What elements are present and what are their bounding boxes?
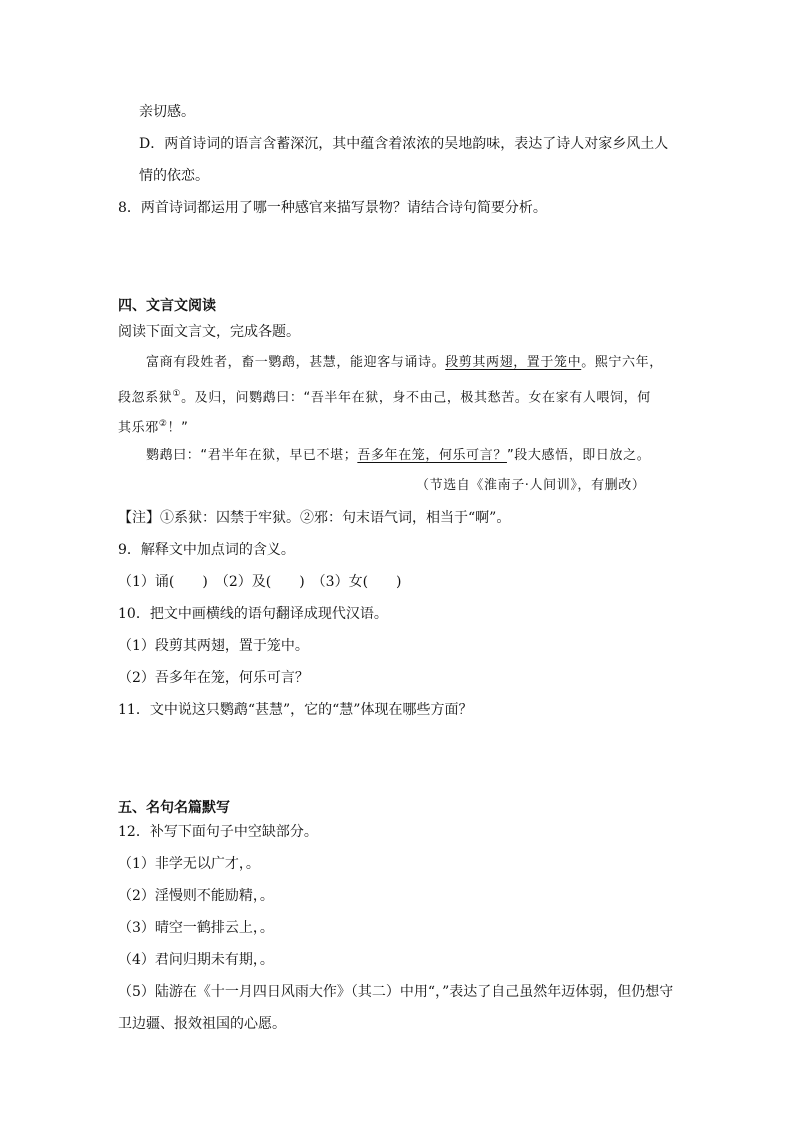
footnote-marker-1: ① — [172, 389, 182, 399]
passage-text: 。及归，问鹦鹉曰：“吾半年在狱，身不由己，极其愁苦。女在家有人喂饲，何 — [181, 390, 651, 406]
passage-text: ”段大感悟，即日放之。 — [506, 448, 651, 463]
question-12-item-1: （1）非学无以广才，。 — [118, 856, 260, 872]
underlined-sentence-2: 吾多年在笼，何乐可言？ — [357, 448, 507, 463]
question-12-item-3: （3）晴空一鹤排云上，。 — [118, 920, 274, 936]
question-12-item-5-continuation: 卫边疆、报效祖国的心愿。 — [118, 1016, 286, 1032]
question-12-item-4: （4）君问归期未有期，。 — [118, 952, 274, 968]
question-12-item-5: （5）陆游在《十一月四日风雨大作》（其二）中用“，”表达了自己虽然年迈体弱，但仍想守 — [118, 984, 674, 1000]
section-4-heading: 四、文言文阅读 — [118, 298, 216, 314]
section-4-instruction: 阅读下面文言文，完成各题。 — [118, 324, 300, 340]
passage-text: 鹦鹉曰：“君半年在狱，早已不堪； — [146, 448, 358, 463]
question-10-item-2: （2）吾多年在笼，何乐可言？ — [118, 670, 309, 686]
passage-line-1 — [146, 353, 663, 373]
passage-source: （节选自《淮南子·人间训》，有删改） — [416, 478, 646, 493]
question-12: 12．补写下面句子中空缺部分。 — [118, 824, 318, 840]
question-9-items: （1）诵( ) （2）及( ) （3）女( ) — [118, 574, 402, 590]
question-10: 10．把文中画横线的语句翻译成现代汉语。 — [118, 606, 388, 622]
question-9: 9．解释文中加点词的含义。 — [118, 542, 295, 558]
underlined-sentence-1: 段剪其两翅，置于笼中 — [445, 355, 582, 370]
option-c-continuation: 亲切感。 — [139, 104, 195, 120]
footnote-marker-2: ② — [158, 419, 168, 429]
passage-text: 富商有段姓者，畜一鹦鹉，甚慧，能迎客与诵诗。 — [146, 355, 446, 370]
annotation-note: 【注】①系狱：囚禁于牢狱。②邪：句末语气词，相当于“啊”。 — [118, 510, 511, 526]
option-d-line1: D．两首诗词的语言含蓄深沉，其中蕴含着浓浓的吴地韵味，表达了诗人对家乡风土人 — [139, 136, 669, 152]
passage-text: 其乐邪 — [118, 420, 159, 436]
option-d-line2: 情的依恋。 — [139, 168, 209, 184]
passage-line-4 — [146, 446, 650, 466]
passage-text: ！” — [167, 420, 189, 436]
question-12-item-2: （2）淫慢则不能励精，。 — [118, 888, 274, 904]
passage-line-2 — [118, 384, 651, 408]
question-8: 8．两首诗词都运用了哪一种感官来描写景物？请结合诗句简要分析。 — [118, 200, 547, 216]
question-11: 11．文中说这只鹦鹉“甚慧”，它的“慧”体现在哪些方面？ — [118, 702, 473, 718]
passage-text: 段忽系狱 — [118, 390, 173, 406]
section-5-heading: 五、名句名篇默写 — [118, 800, 230, 816]
passage-line-3 — [118, 414, 188, 438]
question-10-item-1: （1）段剪其两翅，置于笼中。 — [118, 638, 309, 654]
passage-text: 。熙宁六年， — [581, 355, 663, 370]
